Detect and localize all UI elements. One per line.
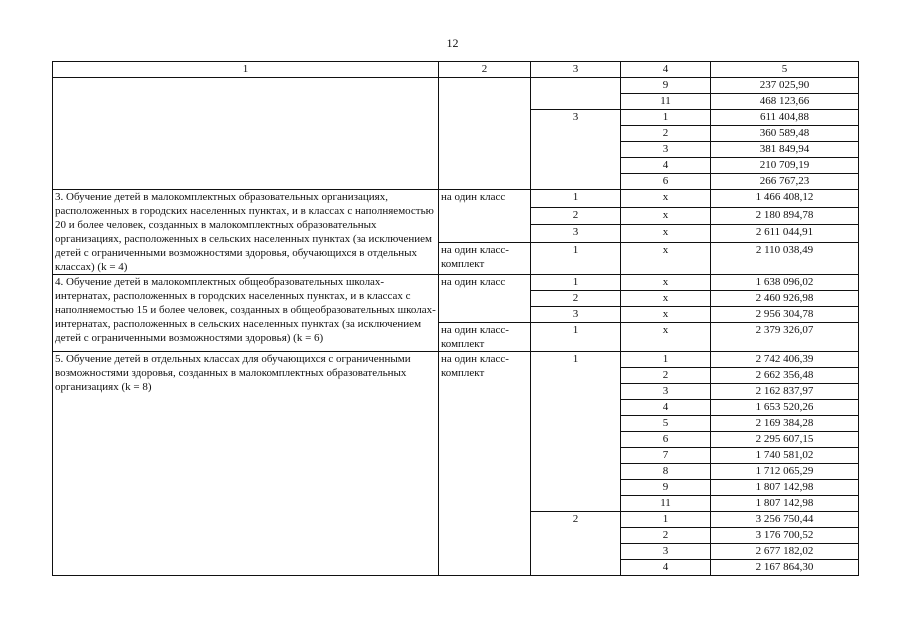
col3-cell: 2	[531, 512, 621, 576]
col4-cell: 2	[621, 528, 711, 544]
section-4-unit-class-complex: на один класс-комплект	[439, 323, 531, 352]
col3-cell: 2	[531, 207, 621, 225]
col4-cell: 11	[621, 94, 711, 110]
col3-cell: 1	[531, 323, 621, 352]
page-number: 12	[446, 36, 459, 50]
header-col-5: 5	[711, 62, 859, 78]
value-cell: 2 162 837,97	[711, 384, 859, 400]
value-cell: 2 460 926,98	[711, 291, 859, 307]
value-cell: 2 742 406,39	[711, 352, 859, 368]
col4-cell: 4	[621, 560, 711, 576]
value-cell: 2 169 384,28	[711, 416, 859, 432]
col3-cell: 2	[531, 291, 621, 307]
value-cell: 3 176 700,52	[711, 528, 859, 544]
table-row	[53, 275, 859, 291]
normative-table	[52, 61, 859, 576]
col4-cell: x	[621, 307, 711, 323]
col4-cell: 3	[621, 142, 711, 158]
col3-cell: 3	[531, 307, 621, 323]
continued-unit-cell	[439, 78, 531, 190]
value-cell: 2 611 044,91	[711, 225, 859, 243]
value-cell: 2 956 304,78	[711, 307, 859, 323]
value-cell: 266 767,23	[711, 174, 859, 190]
section-4-unit-class: на один класс	[439, 275, 531, 323]
col4-cell: 11	[621, 496, 711, 512]
col4-cell: 1	[621, 352, 711, 368]
section-4-description: 4. Обучение детей в малокомплектных общеобразовательных школах-интернатах, расположенных в городских населенных пунктах, и в классах с наполняемостью 15 и более человек, созданных в общеобразовательных школах-интернатах, расположенных в сельских населенных пунктах (за исключением детей с ограниченными возможностями здоровья) (k = 6)	[53, 275, 439, 352]
value-cell: 2 295 607,15	[711, 432, 859, 448]
col3-cell: 1	[531, 352, 621, 512]
col4-cell: 9	[621, 78, 711, 94]
value-cell: 1 638 096,02	[711, 275, 859, 291]
value-cell: 1 466 408,12	[711, 190, 859, 208]
value-cell: 3 256 750,44	[711, 512, 859, 528]
col4-cell: 1	[621, 110, 711, 126]
value-cell: 360 589,48	[711, 126, 859, 142]
col4-cell: 3	[621, 544, 711, 560]
col4-cell: 8	[621, 464, 711, 480]
col4-cell: 3	[621, 384, 711, 400]
col4-cell: 9	[621, 480, 711, 496]
col3-cell: 1	[531, 275, 621, 291]
header-col-2: 2	[439, 62, 531, 78]
col4-cell: x	[621, 207, 711, 225]
value-cell: 2 167 864,30	[711, 560, 859, 576]
continued-description-cell	[53, 78, 439, 190]
table-row	[53, 352, 859, 368]
value-cell: 237 025,90	[711, 78, 859, 94]
col3-cell: 3	[531, 110, 621, 190]
value-cell: 1 653 520,26	[711, 400, 859, 416]
header-col-1: 1	[53, 62, 439, 78]
section-3-description: 3. Обучение детей в малокомплектных образовательных организациях, расположенных в городских населенных пунктах, и в классах с наполняемостью 20 и более человек, созданных в малокомплектных образовательных организациях, расположенных в сельских населенных пунктах (за исключением детей с ограниченными возможностями здоровья, обучающихся в отдельных классах) (k = 4)	[53, 190, 439, 275]
value-cell: 1 807 142,98	[711, 496, 859, 512]
header-col-4: 4	[621, 62, 711, 78]
col4-cell: 2	[621, 126, 711, 142]
table-header-row	[53, 62, 859, 78]
col4-cell: 2	[621, 368, 711, 384]
col4-cell: x	[621, 275, 711, 291]
value-cell: 2 662 356,48	[711, 368, 859, 384]
value-cell: 1 712 065,29	[711, 464, 859, 480]
section-5-unit-class-complex: на один класс-комплект	[439, 352, 531, 576]
value-cell: 210 709,19	[711, 158, 859, 174]
col4-cell: 7	[621, 448, 711, 464]
col4-cell: x	[621, 190, 711, 208]
table-row	[53, 78, 859, 94]
col4-cell: x	[621, 291, 711, 307]
col4-cell: 4	[621, 400, 711, 416]
value-cell: 2 379 326,07	[711, 323, 859, 352]
continued-col3-cell	[531, 78, 621, 110]
col3-cell: 3	[531, 225, 621, 243]
col4-cell: 4	[621, 158, 711, 174]
col3-cell: 1	[531, 242, 621, 274]
col4-cell: 5	[621, 416, 711, 432]
value-cell: 2 110 038,49	[711, 242, 859, 274]
value-cell: 1 807 142,98	[711, 480, 859, 496]
section-3-unit-class: на один класс	[439, 190, 531, 243]
col4-cell: 6	[621, 174, 711, 190]
col4-cell: x	[621, 225, 711, 243]
col4-cell: 1	[621, 512, 711, 528]
col3-cell: 1	[531, 190, 621, 208]
col4-cell: x	[621, 242, 711, 274]
value-cell: 468 123,66	[711, 94, 859, 110]
value-cell: 1 740 581,02	[711, 448, 859, 464]
value-cell: 611 404,88	[711, 110, 859, 126]
value-cell: 2 677 182,02	[711, 544, 859, 560]
section-5-description: 5. Обучение детей в отдельных классах для обучающихся с ограниченными возможностями здоровья, созданных в малокомплектных образовательных организациях (k = 8)	[53, 352, 439, 576]
col4-cell: x	[621, 323, 711, 352]
col4-cell: 6	[621, 432, 711, 448]
section-3-unit-class-complex: на один класс-комплект	[439, 242, 531, 274]
value-cell: 381 849,94	[711, 142, 859, 158]
table-row	[53, 190, 859, 208]
header-col-3: 3	[531, 62, 621, 78]
value-cell: 2 180 894,78	[711, 207, 859, 225]
